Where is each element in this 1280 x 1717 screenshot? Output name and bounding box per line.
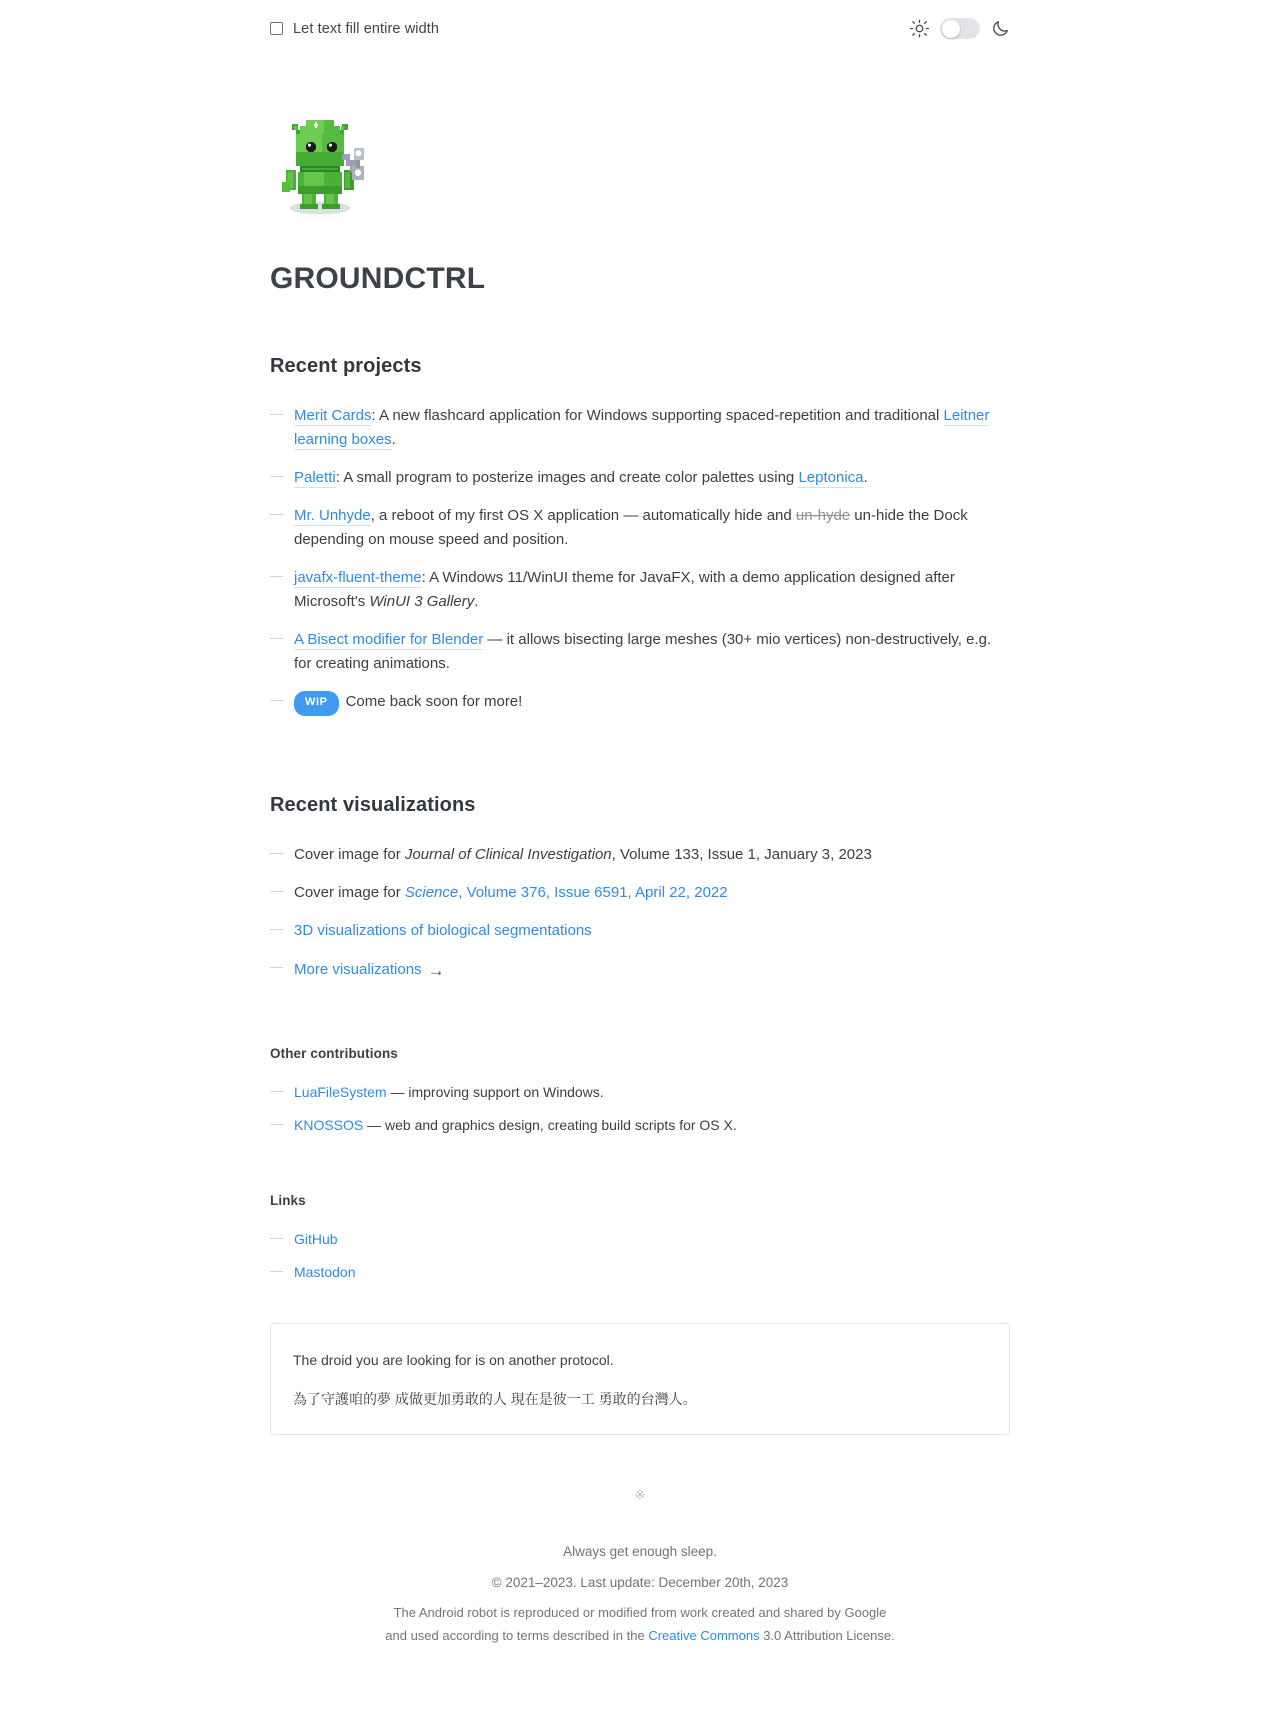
item-text: : A small program to posterize images and create color palettes using (335, 469, 799, 486)
other-contributions-list (270, 1081, 1010, 1137)
section-heading-links: Links (270, 1192, 306, 1208)
link-mastodon[interactable]: Mastodon (294, 1263, 356, 1280)
link-leitner-learning-boxes[interactable]: Leitner learning boxes (294, 407, 990, 448)
list-item (270, 881, 1010, 905)
projects-list (270, 404, 1010, 716)
list-item (270, 628, 1010, 676)
list-item (270, 1114, 1010, 1136)
item-prefix: Cover image for (294, 845, 405, 863)
theme-toggle-knob (942, 20, 960, 38)
item-tail: un-hide the Dock depending on mouse speed and position. (294, 507, 968, 548)
link-bisect-modifier-blender[interactable]: A Bisect modifier for Blender (294, 631, 484, 648)
item-text: : A new flashcard application for Windows supporting spaced-repetition and traditional (371, 407, 944, 424)
item-text: — improving support on Windows. (386, 1083, 604, 1100)
fill-width-toggle[interactable] (270, 21, 439, 37)
link-paletti[interactable]: Paletti (294, 469, 336, 486)
list-item (270, 919, 1010, 943)
item-tail: , Volume 133, Issue 1, January 3, 2023 (611, 845, 872, 863)
item-text: — web and graphics design, creating build scripts for OS X. (363, 1117, 737, 1134)
link-mr-unhyde[interactable]: Mr. Unhyde (294, 507, 371, 524)
item-text: , a reboot of my first OS X application — automatically hide and (370, 507, 796, 524)
link-science-cover[interactable] (405, 884, 728, 902)
page-title: GROUNDCTRL (270, 262, 486, 295)
links-list (270, 1228, 1010, 1284)
footer-credit-line-1: The Android robot is reproduced or modified from work created and shared by Google (393, 1604, 887, 1620)
credit-text-before: and used according to terms described in the (385, 1627, 649, 1643)
footer-copyright: © 2021–2023. Last update: December 20th, 2023 (491, 1574, 789, 1590)
item-text: — it allows bisecting large meshes (30+ mio vertices) non-destructively, e.g. for creating animations. (294, 631, 992, 672)
theme-switcher[interactable] (910, 18, 1010, 39)
link-creative-commons[interactable]: Creative Commons (648, 1627, 760, 1643)
droid-robot-icon (270, 104, 370, 216)
status-badge-wip: WIP (294, 691, 339, 716)
link-knossos[interactable]: KNOSSOS (294, 1117, 364, 1134)
item-prefix: Cover image for (294, 883, 405, 901)
section-other-contributions (270, 1046, 1010, 1137)
list-item (270, 504, 1010, 552)
section-recent-visualizations (270, 794, 1010, 984)
page-content (270, 56, 1010, 1717)
link-more-visualizations[interactable]: More visualizations (294, 960, 422, 978)
section-recent-projects (270, 355, 1010, 716)
list-item (270, 690, 1010, 716)
item-tail: . (391, 431, 396, 448)
list-item (270, 566, 1010, 614)
quote-box (270, 1323, 1010, 1435)
footer-credit (270, 1602, 1010, 1648)
sun-icon (910, 19, 929, 38)
section-heading-projects: Recent projects (270, 355, 422, 377)
credit-text-after: 3.0 Attribution License. (759, 1627, 895, 1643)
struck-text: un-hyde (795, 507, 851, 524)
quote-line-chinese: 為了守護咱的夢 成做更加勇敢的人 現在是彼一工 勇敢的台灣人。 (293, 1391, 697, 1408)
italic-title: WinUI 3 Gallery (369, 593, 475, 610)
section-heading-visualizations: Recent visualizations (270, 793, 476, 816)
arrow-right-icon: → (427, 960, 445, 980)
footer-glyph: ※ (634, 1487, 646, 1503)
visualizations-list (270, 843, 1010, 984)
link-github[interactable]: GitHub (294, 1230, 338, 1247)
list-item (270, 957, 1010, 984)
list-item (270, 1228, 1010, 1250)
section-heading-other-contributions: Other contributions (270, 1045, 398, 1061)
fill-width-label: Let text fill entire width (293, 20, 440, 37)
list-item (270, 1261, 1010, 1283)
footer-credit-line-2 (270, 1625, 1010, 1648)
link-3d-visualizations[interactable]: 3D visualizations of biological segmentations (294, 921, 592, 939)
section-links (270, 1193, 1010, 1284)
link-merit-cards[interactable]: Merit Cards (294, 407, 372, 424)
item-tail: . (863, 469, 868, 486)
moon-icon (991, 19, 1010, 38)
topbar (0, 0, 1280, 56)
quote-line-english: The droid you are looking for is on another protocol. (293, 1352, 614, 1369)
theme-toggle-switch[interactable] (940, 18, 980, 39)
link-javafx-fluent-theme[interactable]: javafx-fluent-theme (294, 569, 422, 586)
link-luafilesystem[interactable]: LuaFileSystem (294, 1083, 387, 1100)
italic-journal-name: Science (404, 883, 459, 901)
item-text: Come back soon for more! (345, 693, 523, 710)
footer-tagline: Always get enough sleep. (563, 1544, 717, 1560)
list-item (270, 466, 1010, 490)
site-logo (270, 104, 1010, 216)
list-item (270, 1081, 1010, 1103)
item-tail: . (474, 593, 479, 610)
fill-width-checkbox[interactable] (270, 22, 283, 35)
list-item (270, 404, 1010, 452)
link-rest: , Volume 376, Issue 6591, April 22, 2022 (458, 883, 728, 901)
italic-journal-name: Journal of Clinical Investigation (404, 845, 612, 863)
page-footer (270, 1487, 1010, 1717)
item-text: : A Windows 11/WinUI theme for JavaFX, with a demo application designed after Microsoft's (294, 569, 955, 610)
link-leptonica[interactable]: Leptonica (798, 469, 864, 486)
list-item (270, 843, 1010, 867)
